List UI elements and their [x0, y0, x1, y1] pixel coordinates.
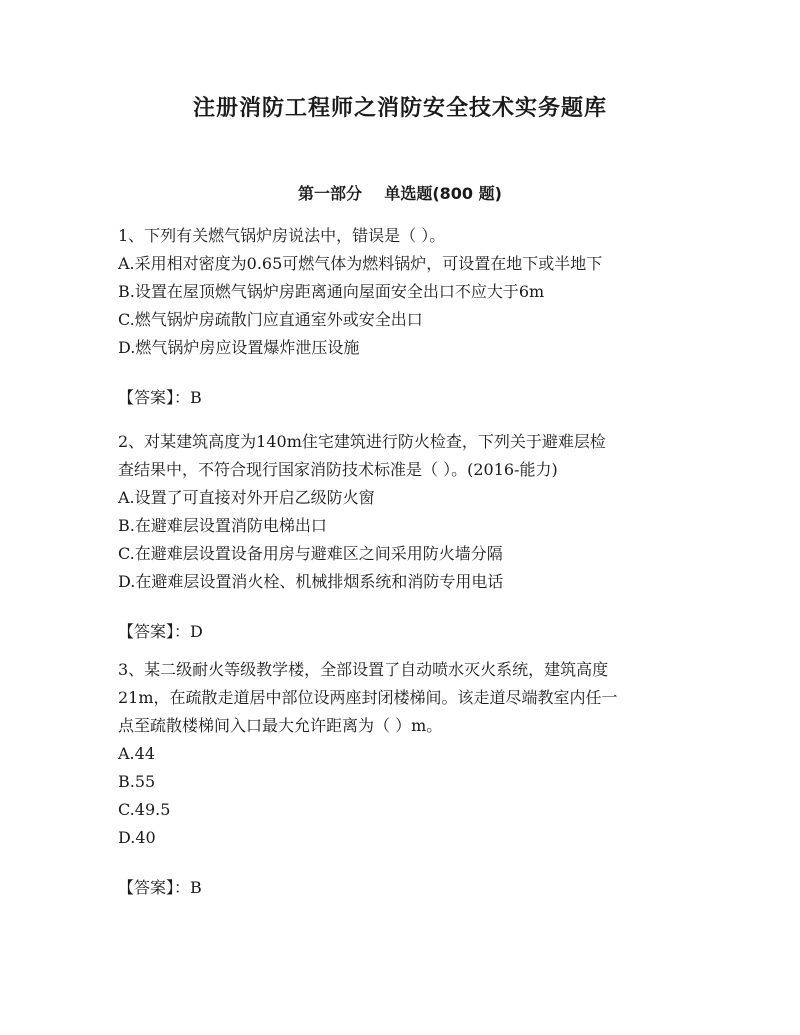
- question-3-stem-line-1: 3、某二级耐火等级教学楼，全部设置了自动喷水灭火系统，建筑高度: [118, 660, 609, 679]
- question-3-answer: 【答案】：B: [118, 878, 202, 897]
- question-2-option-c: C.在避难层设置设备用房与避难区之间采用防火墙分隔: [118, 544, 503, 563]
- question-3-option-a: A.44: [118, 744, 155, 763]
- question-3-option-d: D.40: [118, 828, 156, 847]
- question-3-stem-line-2: 21m，在疏散走道居中部位设两座封闭楼梯间。该走道尽端教室内任一: [118, 688, 618, 707]
- question-2-option-b: B.在避难层设置消防电梯出口: [118, 516, 327, 535]
- question-2-answer: 【答案】：D: [118, 622, 203, 641]
- question-2-option-a: A.设置了可直接对外开启乙级防火窗: [118, 488, 375, 507]
- question-2-option-d: D.在避难层设置消火栓、机械排烟系统和消防专用电话: [118, 572, 504, 591]
- question-1-answer: 【答案】：B: [118, 388, 202, 407]
- question-1-option-a: A.采用相对密度为0.65可燃气体为燃料锅炉，可设置在地下或半地下: [118, 254, 603, 273]
- section-title: 第一部分 单选题(800 题): [298, 184, 502, 203]
- question-3-option-c: C.49.5: [118, 800, 171, 819]
- question-1-option-d: D.燃气锅炉房应设置爆炸泄压设施: [118, 338, 360, 357]
- document-title: 注册消防工程师之消防安全技术实务题库: [192, 96, 607, 121]
- question-2-stem-line-1: 2、对某建筑高度为140m住宅建筑进行防火检查，下列关于避难层检: [118, 432, 606, 451]
- question-1-option-b: B.设置在屋顶燃气锅炉房距离通向屋面安全出口不应大于6m: [118, 282, 545, 301]
- question-2-stem-line-2: 查结果中，不符合现行国家消防技术标准是（ ）。(2016-能力): [118, 460, 558, 479]
- question-1-stem: 1、下列有关燃气锅炉房说法中，错误是（ ）。: [118, 226, 446, 245]
- question-3-stem-line-3: 点至疏散楼梯间入口最大允许距离为（ ）m。: [118, 716, 443, 735]
- question-1-option-c: C.燃气锅炉房疏散门应直通室外或安全出口: [118, 310, 423, 329]
- question-3-option-b: B.55: [118, 772, 156, 791]
